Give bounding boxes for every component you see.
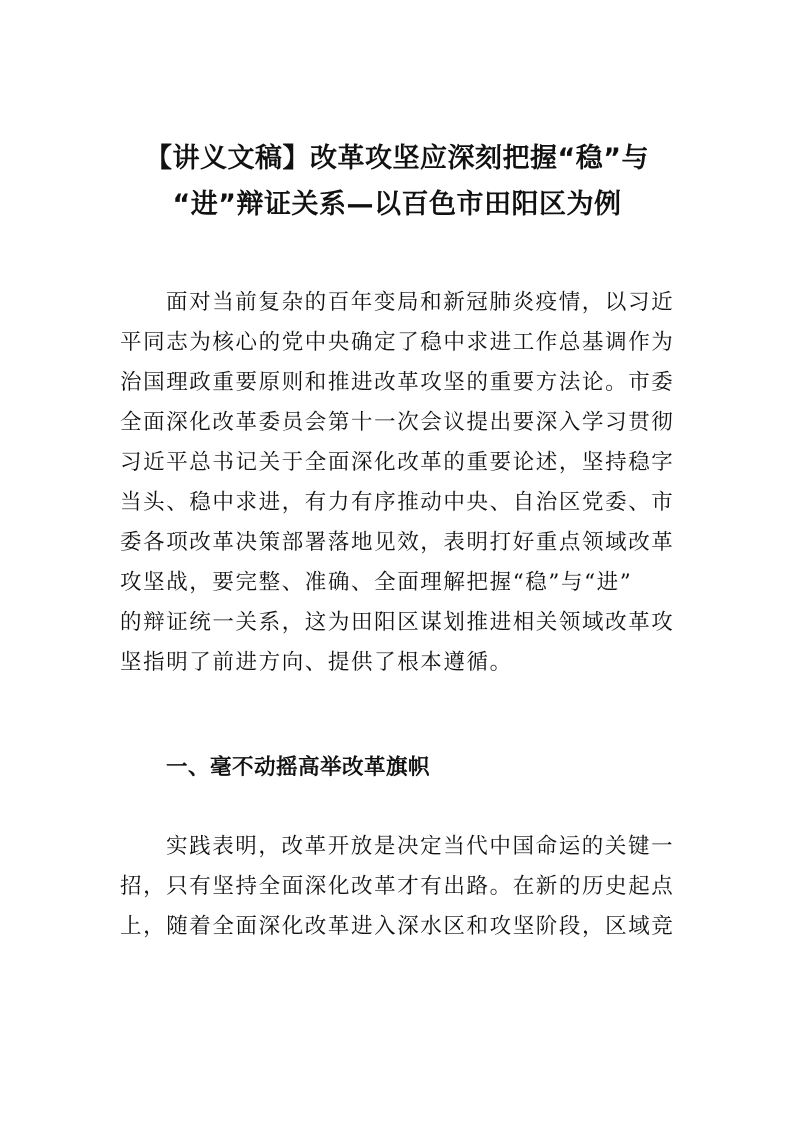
document-title — [110, 136, 684, 228]
paragraph-line: 平同志为核心的党中央确定了稳中求进工作总基调作为 — [120, 330, 675, 355]
paragraph-line: 上，随着全面深化改革进入深水区和攻坚阶段，区域竞 — [120, 914, 675, 939]
paragraph-line: 委各项改革决策部署落地见效，表明打好重点领域改革 — [120, 530, 675, 555]
paragraph-line: 全面深化改革委员会第十一次会议提出要深入学习贯彻 — [120, 410, 675, 435]
paragraph-line: 实践表明，改革开放是决定当代中国命运的关键一 — [166, 834, 675, 859]
paragraph-line: 招，只有坚持全面深化改革才有出路。在新的历史起点 — [120, 874, 675, 899]
title-line: 【讲义文稿】改革攻坚应深刻把握“稳”与 — [145, 143, 649, 174]
section-heading: 一、毫不动摇高举改革旗帜 — [166, 755, 431, 780]
paragraph-line: 习近平总书记关于全面深化改革的重要论述，坚持稳字 — [120, 450, 675, 475]
title-line: “进”辩证关系—以百色市田阳区为例 — [172, 189, 622, 220]
paragraph-line: 面对当前复杂的百年变局和新冠肺炎疫情，以习近 — [166, 290, 675, 315]
paragraph-line: 治国理政重要原则和推进改革攻坚的重要方法论。市委 — [120, 370, 675, 395]
paragraph-section-one — [120, 827, 676, 947]
paragraph-line: 攻坚战，要完整、准确、全面理解把握“稳”与“进” — [120, 570, 633, 595]
paragraph-line: 的辩证统一关系，这为田阳区谋划推进相关领域改革攻 — [120, 610, 675, 635]
paragraph-intro — [120, 283, 676, 683]
paragraph-line: 坚指明了前进方向、提供了根本遵循。 — [120, 650, 513, 675]
paragraph-line: 当头、稳中求进，有力有序推动中央、自治区党委、市 — [120, 490, 675, 515]
